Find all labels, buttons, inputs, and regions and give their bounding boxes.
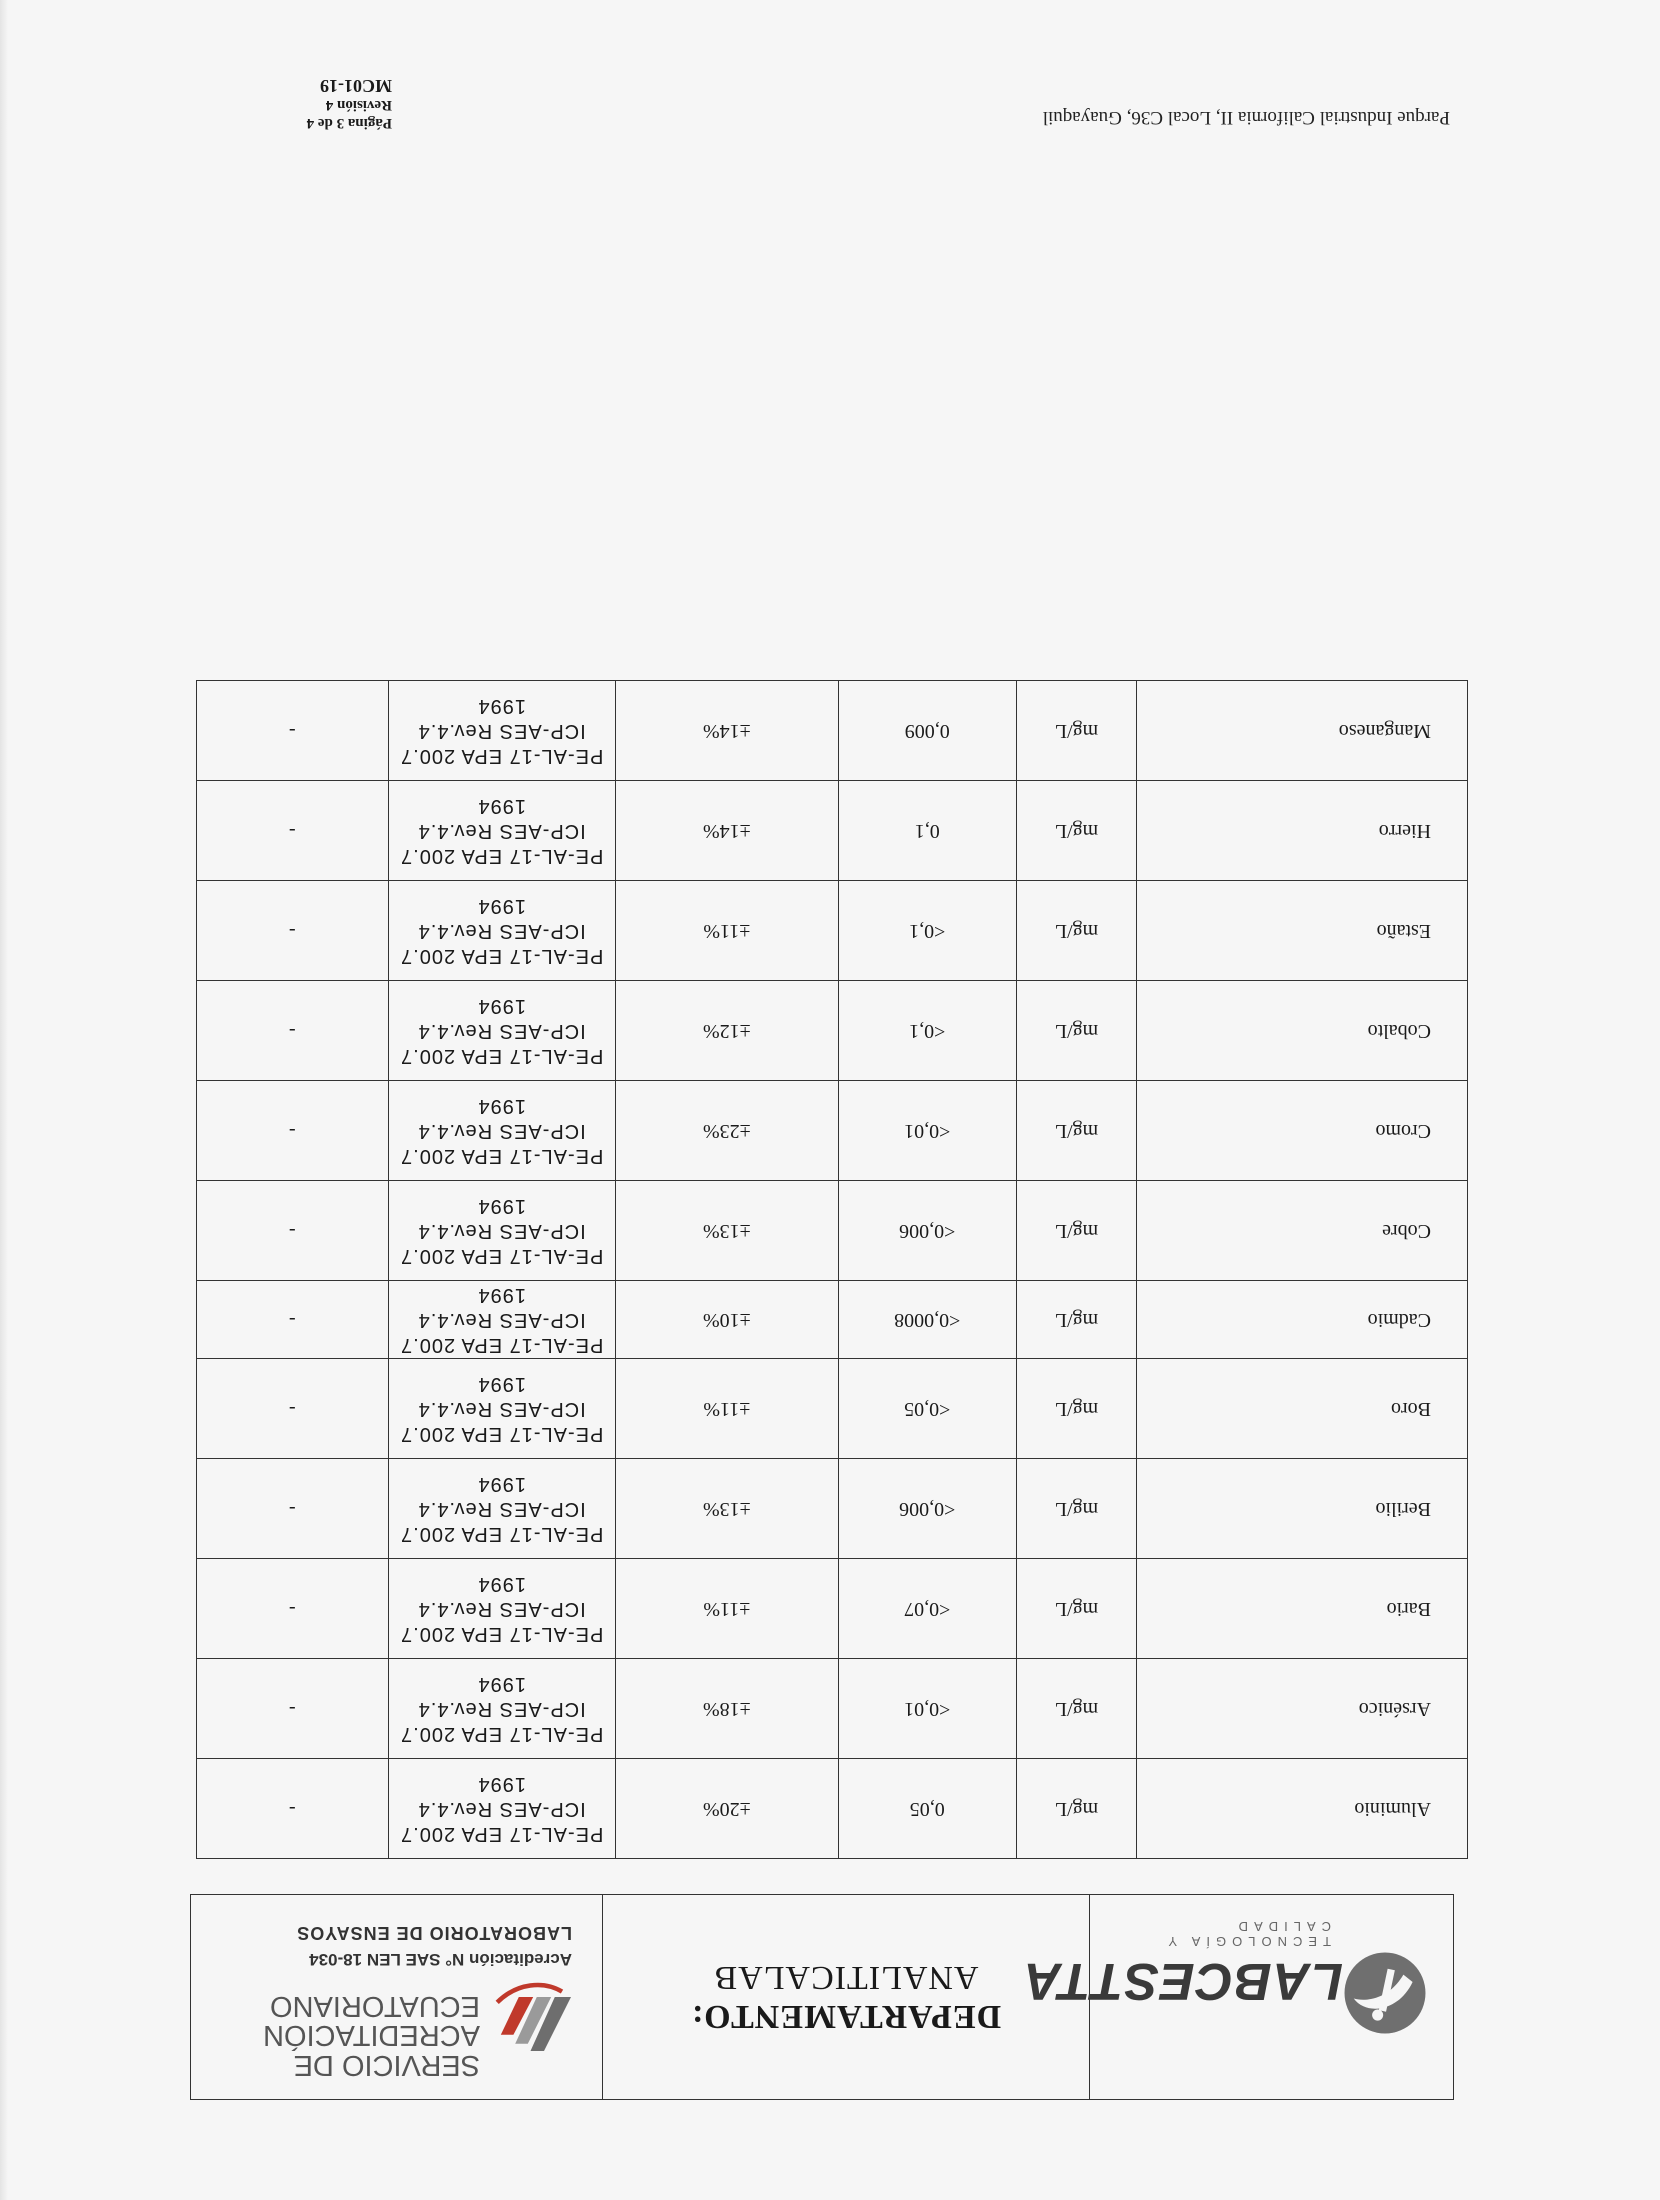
labcestta-tagline: TECNOLOGÍA Y CALIDAD [1162,1919,1331,1949]
table-row [197,1359,1468,1459]
parameter-cell: Hierro [1137,781,1468,881]
method-line: PE-AL-17 EPA 200.7 [400,1245,604,1267]
result-cell: <0,01 [838,1081,1016,1181]
method-line: 1994 [477,1284,526,1306]
result-cell: <0,1 [838,881,1016,981]
uncertainty-cell: ±13% [615,1459,838,1559]
method-line: ICP-AES Rev.4.4 [417,720,586,742]
limit-cell: - [197,1759,389,1859]
limit-cell: - [197,781,389,881]
parameter-cell: Boro [1137,1359,1468,1459]
sae-accreditation-cell [191,1895,602,2099]
method-line: 1994 [477,1473,526,1495]
unit-cell: mg/L [1016,1659,1137,1759]
uncertainty-cell: ±11% [615,1559,838,1659]
method-line: ICP-AES Rev.4.4 [417,1398,586,1420]
method-cell [388,1459,615,1559]
document-header [190,1894,1454,2100]
result-cell: <0,05 [838,1359,1016,1459]
result-cell: <0,01 [838,1659,1016,1759]
result-cell: <0,0008 [838,1281,1016,1359]
method-line: PE-AL-17 EPA 200.7 [400,1623,604,1645]
method-line: PE-AL-17 EPA 200.7 [400,1423,604,1445]
method-cell [388,1559,615,1659]
parameter-cell: Arsénico [1137,1659,1468,1759]
limit-cell: - [197,1081,389,1181]
department-name: ANALITICALAB [713,1959,979,1996]
method-line: PE-AL-17 EPA 200.7 [400,1045,604,1067]
table-row [197,1559,1468,1659]
method-line: ICP-AES Rev.4.4 [417,1020,586,1042]
sae-logo-icon [490,1979,580,2069]
unit-cell: mg/L [1016,1281,1137,1359]
method-line: 1994 [477,1095,526,1117]
uncertainty-cell: ±14% [615,781,838,881]
result-cell: <0,006 [838,1181,1016,1281]
uncertainty-cell: ±12% [615,981,838,1081]
results-table [196,680,1468,1859]
sae-lab-type: LABORATORIO DE ENSAYOS [296,1923,572,1943]
method-line: ICP-AES Rev.4.4 [417,1220,586,1242]
method-line: ICP-AES Rev.4.4 [417,920,586,942]
method-line: ICP-AES Rev.4.4 [417,1698,586,1720]
parameter-cell: Cobre [1137,1181,1468,1281]
uncertainty-cell: ±13% [615,1181,838,1281]
limit-cell: - [197,1359,389,1459]
result-cell: 0,009 [838,681,1016,781]
method-line: PE-AL-17 EPA 200.7 [400,845,604,867]
result-cell: 0,05 [838,1759,1016,1859]
parameter-cell: Estaño [1137,881,1468,981]
method-line: PE-AL-17 EPA 200.7 [400,945,604,967]
parameter-cell: Cobalto [1137,981,1468,1081]
department-label: DEPARTAMENTO: [690,1998,1002,2036]
footer-address: Parque Industrial California II, Local C36, Guayaquil [1042,107,1450,128]
method-cell [388,981,615,1081]
method-line: 1994 [477,895,526,917]
limit-cell: - [197,981,389,1081]
table-row [197,781,1468,881]
method-line: ICP-AES Rev.4.4 [417,1798,586,1820]
method-line: ICP-AES Rev.4.4 [417,1120,586,1142]
parameter-cell: Cromo [1137,1081,1468,1181]
unit-cell: mg/L [1016,1759,1137,1859]
method-line: ICP-AES Rev.4.4 [417,1498,586,1520]
unit-cell: mg/L [1016,681,1137,781]
table-row [197,681,1468,781]
table-row [197,1459,1468,1559]
unit-cell: mg/L [1016,1459,1137,1559]
method-line: PE-AL-17 EPA 200.7 [400,1823,604,1845]
method-line: PE-AL-17 EPA 200.7 [400,1723,604,1745]
method-cell [388,881,615,981]
sae-accreditation-number: Acreditación N° SAE LEN 18-034 [309,1950,572,1969]
uncertainty-cell: ±14% [615,681,838,781]
method-line: ICP-AES Rev.4.4 [417,1598,586,1620]
parameter-cell: Manganeso [1137,681,1468,781]
table-row [197,1759,1468,1859]
scan-edge-shadow [0,0,8,2200]
method-cell [388,1659,615,1759]
parameter-cell: Berilio [1137,1459,1468,1559]
department-cell [602,1895,1089,2099]
footer-page-info [252,74,392,132]
labcestta-logo-icon [1339,1947,1431,2039]
method-cell [388,1081,615,1181]
uncertainty-cell: ±11% [615,1359,838,1459]
labcestta-brand: LABCESTTA [1022,1952,1343,2010]
method-line: 1994 [477,695,526,717]
method-line: 1994 [477,1195,526,1217]
method-cell [388,781,615,881]
sae-name: SERVICIO DE ACREDITACIÓN ECUATORIANO [263,1989,480,2081]
result-cell: <0,07 [838,1559,1016,1659]
limit-cell: - [197,1559,389,1659]
limit-cell: - [197,881,389,981]
uncertainty-cell: ±23% [615,1081,838,1181]
unit-cell: mg/L [1016,1359,1137,1459]
parameter-cell: Aluminio [1137,1759,1468,1859]
method-line: PE-AL-17 EPA 200.7 [400,1523,604,1545]
method-line: 1994 [477,1773,526,1795]
limit-cell: - [197,1181,389,1281]
limit-cell: - [197,1659,389,1759]
method-cell [388,1759,615,1859]
method-cell [388,1281,615,1359]
uncertainty-cell: ±11% [615,881,838,981]
unit-cell: mg/L [1016,1559,1137,1659]
method-line: ICP-AES Rev.4.4 [417,820,586,842]
method-cell [388,1181,615,1281]
method-line: 1994 [477,795,526,817]
uncertainty-cell: ±20% [615,1759,838,1859]
table-row [197,1659,1468,1759]
unit-cell: mg/L [1016,1181,1137,1281]
document-code: MC01-19 [320,76,392,96]
method-line: ICP-AES Rev.4.4 [417,1309,586,1331]
method-line: 1994 [477,995,526,1017]
table-row [197,1281,1468,1359]
limit-cell: - [197,1281,389,1359]
method-line: 1994 [477,1673,526,1695]
table-row [197,1081,1468,1181]
unit-cell: mg/L [1016,981,1137,1081]
table-row [197,981,1468,1081]
limit-cell: - [197,1459,389,1559]
limit-cell: - [197,681,389,781]
result-cell: 0,1 [838,781,1016,881]
page-number: Página 3 de 4 [306,115,392,131]
parameter-cell: Cadmio [1137,1281,1468,1359]
labcestta-logo-cell [1022,1895,1453,2099]
table-row [197,1181,1468,1281]
method-line: PE-AL-17 EPA 200.7 [400,1145,604,1167]
method-line: 1994 [477,1373,526,1395]
uncertainty-cell: ±18% [615,1659,838,1759]
method-line: 1994 [477,1573,526,1595]
unit-cell: mg/L [1016,1081,1137,1181]
result-cell: <0,1 [838,981,1016,1081]
result-cell: <0,006 [838,1459,1016,1559]
parameter-cell: Bario [1137,1559,1468,1659]
method-line: PE-AL-17 EPA 200.7 [400,1334,604,1356]
method-cell [388,681,615,781]
table-row [197,881,1468,981]
method-cell [388,1359,615,1459]
unit-cell: mg/L [1016,881,1137,981]
method-line: PE-AL-17 EPA 200.7 [400,745,604,767]
revision: Revisión 4 [325,97,392,113]
unit-cell: mg/L [1016,781,1137,881]
uncertainty-cell: ±10% [615,1281,838,1359]
